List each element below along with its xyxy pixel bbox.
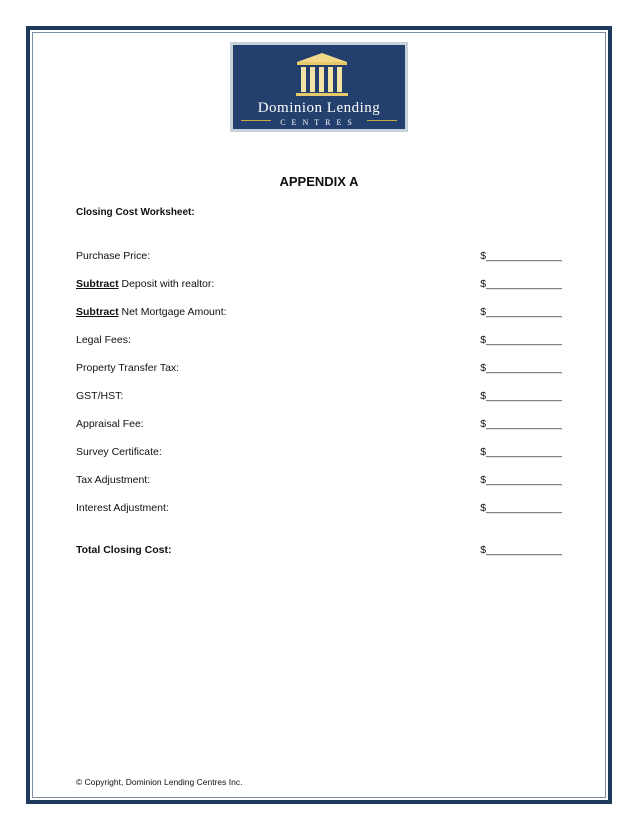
amount-field: $_____________ — [480, 390, 562, 402]
row-label: Purchase Price: — [76, 250, 151, 262]
logo-rule-right — [367, 120, 397, 121]
amount-field: $_____________ — [480, 502, 562, 514]
logo-text-dominion-lending: Dominion Lending — [257, 100, 381, 116]
row-label: Property Transfer Tax: — [76, 362, 180, 374]
company-logo — [230, 42, 408, 132]
page-border-inner — [32, 32, 606, 798]
row-label: Appraisal Fee: — [76, 418, 144, 430]
copyright-notice: © Copyright, Dominion Lending Centres Inc. — [76, 777, 243, 787]
logo-text-centres: CENTRES — [280, 118, 358, 127]
subtract-label: Subtract — [76, 278, 119, 290]
amount-field: $_____________ — [480, 306, 562, 318]
total-amount-field: $_____________ — [480, 544, 562, 556]
amount-field: $_____________ — [480, 474, 562, 486]
amount-field: $_____________ — [480, 418, 562, 430]
row-label: GST/HST: — [76, 390, 124, 402]
row-label: Legal Fees: — [76, 334, 131, 346]
building-columns-icon — [293, 52, 351, 98]
amount-field: $_____________ — [480, 278, 562, 290]
row-label: Tax Adjustment: — [76, 474, 151, 486]
amount-field: $_____________ — [480, 446, 562, 458]
page-title: APPENDIX A — [279, 174, 359, 189]
row-label: Subtract Deposit with realtor: — [76, 278, 215, 290]
row-label: Subtract Net Mortgage Amount: — [76, 306, 227, 318]
page-border — [26, 26, 612, 804]
total-label: Total Closing Cost: — [76, 544, 172, 556]
amount-field: $_____________ — [480, 250, 562, 262]
row-label: Survey Certificate: — [76, 446, 162, 458]
amount-field: $_____________ — [480, 362, 562, 374]
amount-field: $_____________ — [480, 334, 562, 346]
row-label: Interest Adjustment: — [76, 502, 169, 514]
worksheet-heading: Closing Cost Worksheet: — [76, 207, 195, 218]
subtract-label: Subtract — [76, 306, 119, 318]
